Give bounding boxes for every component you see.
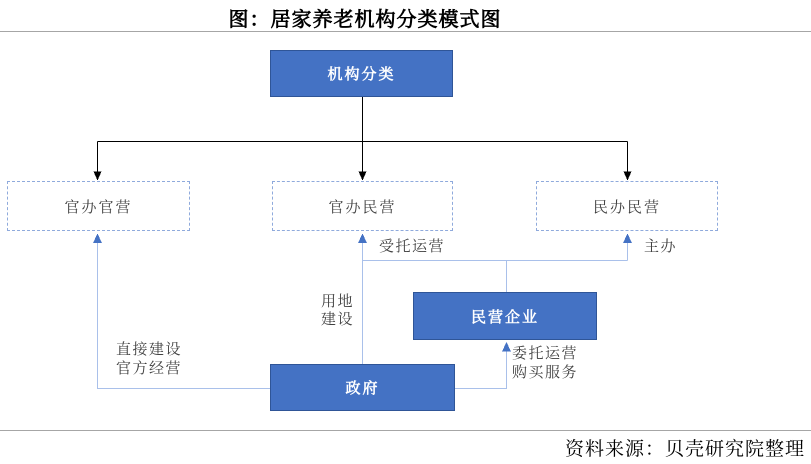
node-label: 官办民营 — [328, 198, 397, 216]
node-private-enterprise — [413, 292, 597, 340]
arrow-up-icon — [358, 234, 367, 244]
node-private-run-private-operated — [536, 181, 718, 231]
node-gov-run-private-operated — [272, 181, 453, 231]
node-label: 政府 — [345, 380, 380, 397]
edge-label-commission-operation-purchase-service: 委托运营 购买服务 — [512, 345, 579, 381]
top-divider-line — [0, 31, 811, 32]
node-label: 民营企业 — [470, 308, 539, 326]
arrow-down-icon — [624, 172, 632, 181]
bottom-divider-line — [0, 430, 811, 431]
arrow-up-icon — [623, 234, 632, 244]
black-tree-connector — [94, 97, 632, 181]
edge-label-entrusted-operation: 受托运营 — [379, 238, 446, 255]
arrow-up-icon — [502, 342, 511, 352]
node-label: 机构分类 — [327, 66, 396, 83]
edge-label-land-construction: 用地 建设 — [321, 293, 355, 328]
node-institution-classification — [270, 50, 453, 97]
node-gov-run-gov-operated — [7, 181, 190, 231]
node-label: 官办官营 — [64, 198, 133, 216]
node-label: 民办民营 — [592, 198, 661, 216]
source-note: 资料来源：贝壳研究院整理 — [564, 439, 805, 460]
arrow-down-icon — [94, 172, 102, 181]
edge-label-direct-build-official-operate: 直接建设 官方经营 — [116, 341, 183, 377]
arrow-down-icon — [359, 172, 367, 181]
arrow-up-icon — [93, 234, 102, 244]
figure-title: 图：居家养老机构分类模式图 — [228, 9, 502, 31]
node-government — [270, 364, 455, 411]
edge-label-host: 主办 — [644, 238, 678, 255]
